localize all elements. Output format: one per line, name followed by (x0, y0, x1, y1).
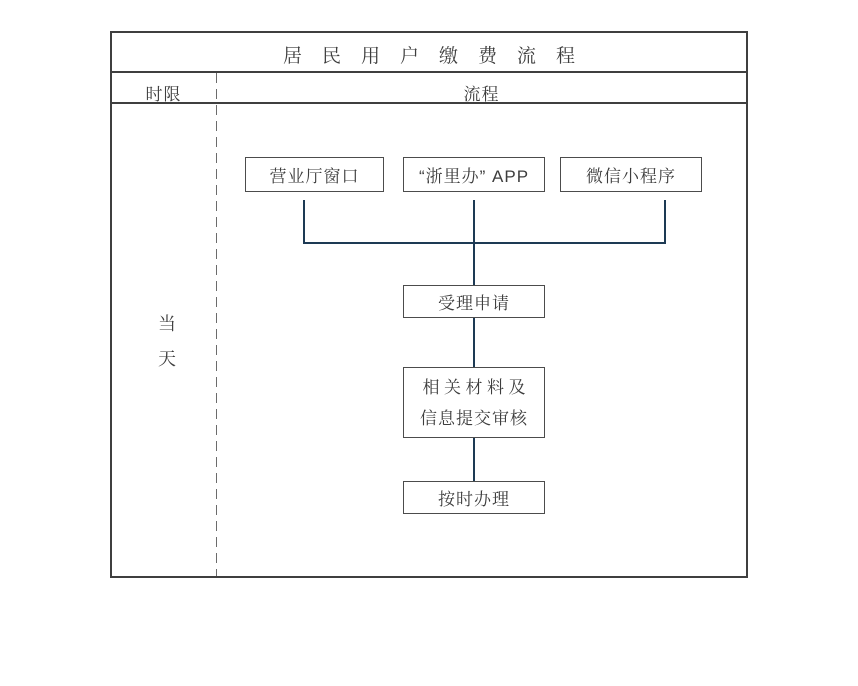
node-materials-line1: 相关材料及 (422, 377, 530, 397)
time-limit-value: 当天 (156, 314, 176, 384)
node-business-hall-window: 营业厅窗口 (245, 157, 384, 192)
node-zheliban-app: “浙里办” APP (403, 157, 545, 192)
page-title: 居民用户缴费流程 (282, 46, 595, 67)
connector-materials-to-ontime (473, 438, 475, 481)
column-divider-dashed-line (216, 73, 217, 576)
node-materials-line2: 信息提交审核 (420, 408, 528, 428)
title-divider-line (110, 71, 748, 73)
column-header-process: 流程 (463, 85, 500, 104)
node-materials-review (403, 367, 545, 438)
connector-drop-left (303, 200, 305, 243)
connector-drop-right (664, 200, 666, 243)
node-accept-application: 受理申请 (403, 285, 545, 318)
node-wechat-mini-program: 微信小程序 (560, 157, 702, 192)
node-handle-on-time: 按时办理 (403, 481, 545, 514)
connector-merge-bar (303, 242, 666, 244)
connector-accept-to-materials (473, 318, 475, 367)
column-header-time-limit: 时限 (145, 85, 182, 104)
